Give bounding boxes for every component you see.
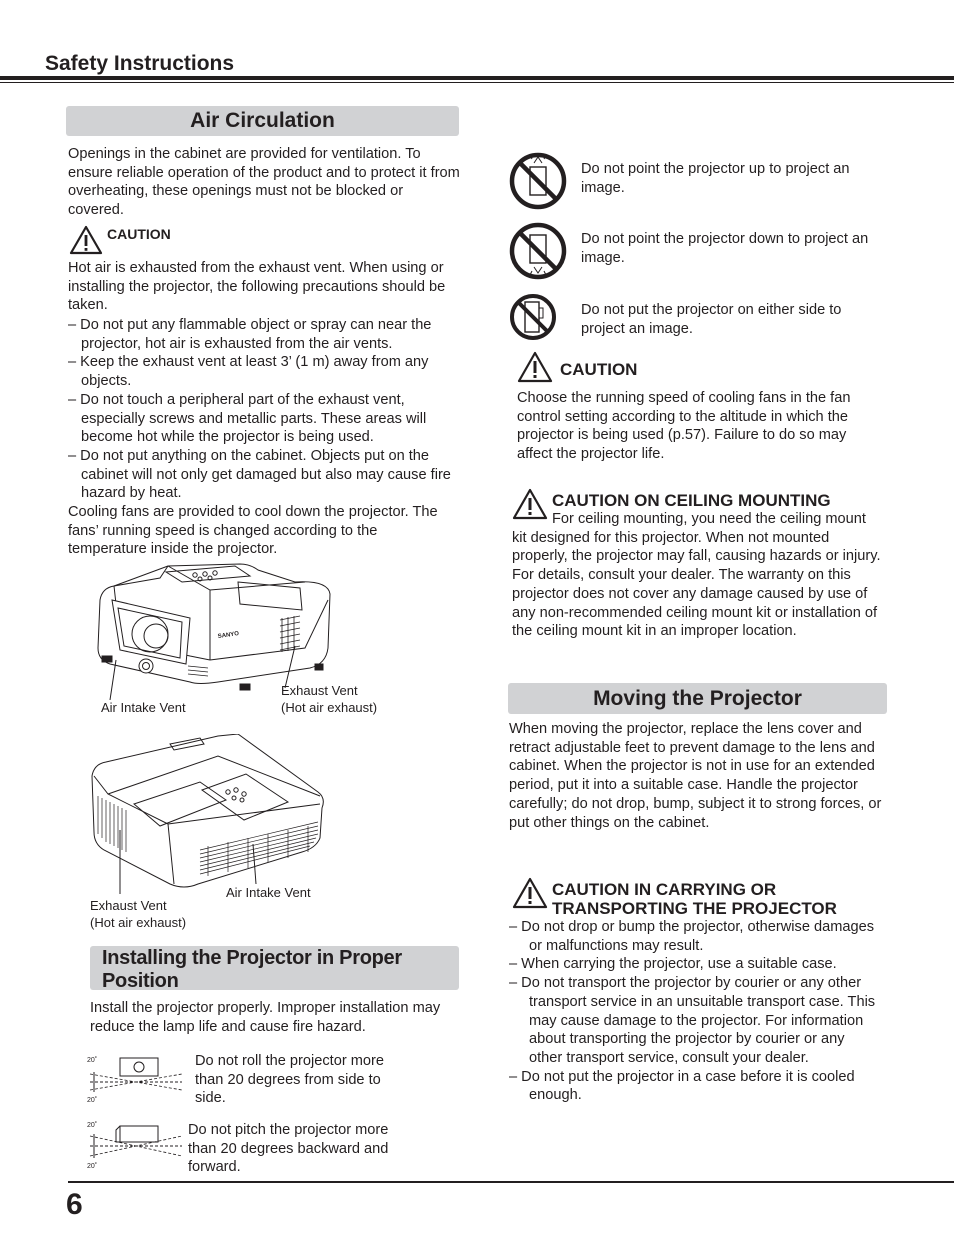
carrying-caution-label	[552, 880, 837, 918]
moving-text: When moving the projector, replace the lens cover and retract adjustable feet to prevent damage to the lens and cabinet. When the projector is not in use for an extended period, put it into a suitable case. Handle the projector carefully; do not drop, bump, subject it to strong forces, or put other things on the cabinet.	[509, 721, 882, 831]
air-caution-label: CAUTION	[107, 226, 171, 242]
carrying-caution-label-line1: CAUTION IN CARRYING OR	[552, 880, 777, 899]
air-circulation-title-text: Air Circulation	[190, 109, 335, 132]
list-item: – Do not drop or bump the projector, otherwise damages or malfunctions may result.	[509, 919, 875, 954]
section-title-air-circulation	[66, 106, 459, 136]
installing-intro: Install the projector properly. Improper installation may reduce the lamp life and cause fire hazard.	[90, 1000, 441, 1035]
fig2-exhaust-label	[90, 897, 186, 931]
cooling-fans-text: Cooling fans are provided to cool down the projector. The fans’ running speed is changed according to the temperature inside the projector.	[68, 504, 438, 558]
fig2-exhaust-label-line2: (Hot air exhaust)	[90, 915, 187, 930]
fig1-exhaust-label	[281, 682, 377, 716]
roll-angle-top: 20˚	[87, 1057, 98, 1064]
carrying-caution-warning-icon	[512, 877, 548, 909]
moving-title-text: Moving the Projector	[593, 687, 802, 710]
pitch-text: Do not pitch the projector more than 20 degrees backward and forward.	[188, 1122, 389, 1176]
fig1-exhaust-label-line2: (Hot air exhaust)	[281, 700, 378, 715]
fig1-exhaust-label-line1: Exhaust Vent	[281, 683, 358, 698]
list-item: – Do not put the projector in a case before it is cooled enough.	[509, 1068, 855, 1104]
caution-warning-icon	[69, 225, 103, 255]
carrying-caution-list	[509, 918, 881, 1105]
no-side-icon	[508, 292, 558, 342]
installing-title-line1: Installing the Projector in Proper	[102, 947, 402, 969]
air-caution-intro: Hot air is exhausted from the exhaust vent. When using or installing the projector, the following precautions should be taken.	[68, 260, 446, 314]
ceiling-caution-label: CAUTION ON CEILING MOUNTING	[552, 491, 831, 510]
fig1-air-intake-label: Air Intake Vent	[101, 700, 186, 715]
no-point-up-icon	[508, 151, 568, 211]
list-item: – Do not transport the projector by courier or any other transport service in an unsuitable transport case. This may cause damage to the projector. For information about transporting the projector by courier or any other transport service, consult your dealer.	[509, 975, 876, 1066]
no-side-text: Do not put the projector on either side to project an image.	[581, 302, 842, 337]
ceiling-caution-text: For ceiling mounting, you need the ceiling mount kit designed for this projector. When not mounted properly, the projector may fall, causing hazards or injury. For details, consult your dealer. The warranty on this projector does not cover any damage caused by use of any non-recommended ceiling mount kit or installation of the ceiling mount kit in an improper location.	[512, 511, 881, 640]
footer-rule	[68, 1181, 954, 1183]
fan-caution-warning-icon	[517, 351, 553, 383]
fan-caution-text: Choose the running speed of cooling fans in the fan control setting according to the altitude in which the projector is being used (p.57). Failure to do so may affect the projector life.	[517, 390, 851, 463]
no-point-down-icon	[508, 221, 568, 281]
no-point-up-text: Do not point the projector up to project an image.	[581, 161, 850, 196]
list-item: – When carrying the projector, use a suitable case.	[509, 956, 837, 973]
brand-logo: SANYO	[217, 631, 240, 640]
pitch-angle-top: 20˚	[87, 1122, 98, 1129]
air-circulation-intro: Openings in the cabinet are provided for ventilation. To ensure reliable operation of the product and to protect it from overheating, these openings must not be blocked or covered.	[68, 146, 460, 219]
pitch-angle-bottom: 20˚	[87, 1163, 98, 1170]
page-header-title: Safety Instructions	[45, 52, 235, 75]
pitch-angle-diagram	[86, 1118, 186, 1170]
installing-title-line2: Position	[102, 970, 179, 992]
list-item: – Keep the exhaust vent at least 3’ (1 m) away from any objects.	[68, 354, 429, 390]
carrying-caution-label-line2: TRANSPORTING THE PROJECTOR	[552, 899, 837, 918]
fan-caution-label: CAUTION	[560, 360, 638, 379]
section-title-installing	[90, 946, 459, 990]
no-point-down-text: Do not point the projector down to project an image.	[581, 231, 869, 266]
projector-front-illustration	[90, 560, 340, 700]
header-rule	[0, 76, 954, 80]
header-rule-thin	[0, 82, 954, 83]
roll-text: Do not roll the projector more than 20 degrees from side to side.	[195, 1053, 384, 1107]
section-title-moving	[508, 683, 887, 714]
page-number: 6	[66, 1188, 83, 1221]
list-item: – Do not put anything on the cabinet. Objects put on the cabinet will not only get damaged but also may cause fire hazard by heat.	[68, 447, 451, 502]
list-item: – Do not put any flammable object or spray can near the projector, hot air is exhausted from the air vents.	[68, 317, 432, 352]
air-caution-list	[68, 316, 460, 503]
roll-angle-bottom: 20˚	[87, 1097, 98, 1104]
list-item: – Do not touch a peripheral part of the exhaust vent, especially screws and metallic parts. These areas will become hot while the projector is being used.	[68, 391, 427, 446]
fig2-exhaust-label-line1: Exhaust Vent	[90, 898, 167, 913]
fig2-air-intake-label: Air Intake Vent	[226, 885, 311, 900]
projector-rear-illustration	[88, 734, 338, 894]
roll-angle-diagram	[86, 1052, 186, 1104]
